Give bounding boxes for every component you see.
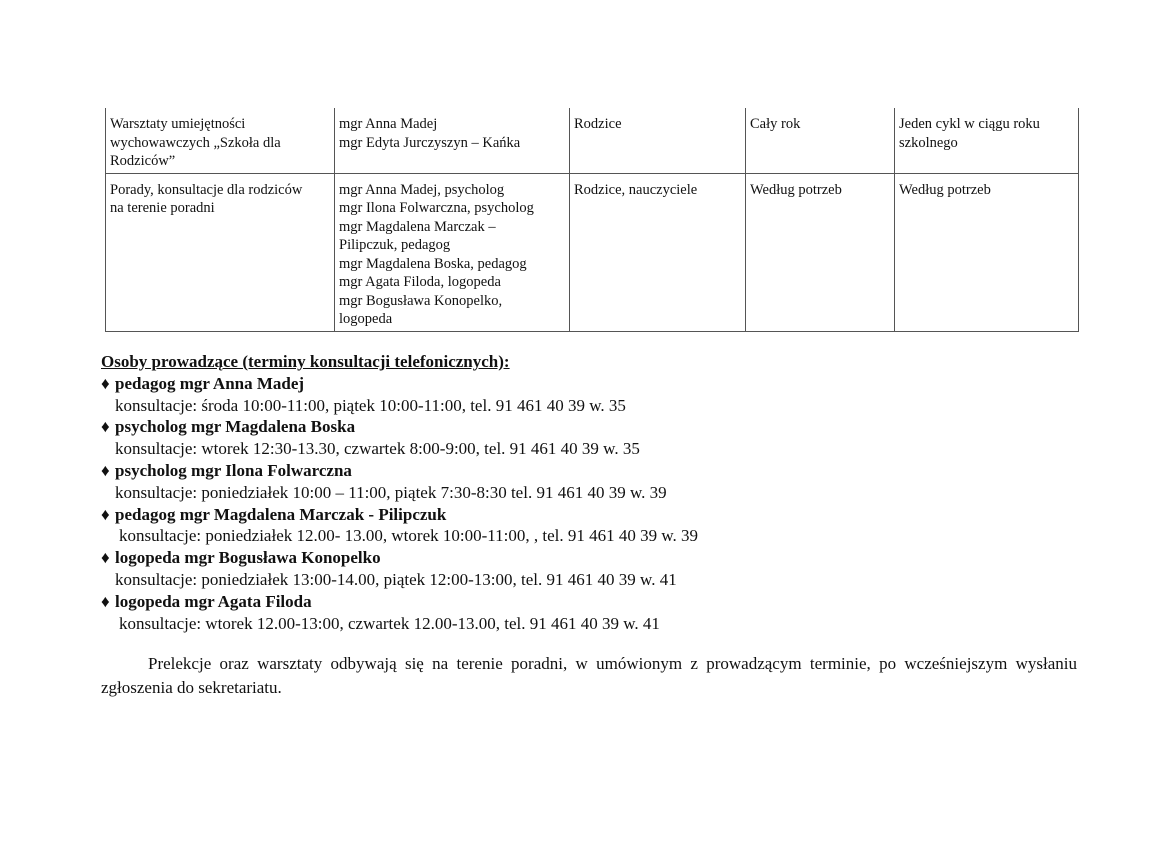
contact-hours: konsultacje: poniedziałek 10:00 – 11:00, piątek 7:30-8:30 tel. 91 461 40 39 w. 39 <box>115 482 667 502</box>
cell-line: mgr Bogusława Konopelko, <box>339 292 503 309</box>
contact-hours: konsultacje: wtorek 12:30-13.30, czwartek 8:00-9:00, tel. 91 461 40 39 w. 35 <box>115 439 640 459</box>
cell-line: mgr Agata Filoda, logopeda <box>339 274 501 290</box>
contact-name: psycholog mgr Magdalena Boska <box>115 417 356 437</box>
contact-hours: konsultacje: poniedziałek 13:00-14.00, piątek 12:00-13:00, tel. 91 461 40 39 w. 41 <box>115 569 677 589</box>
contact-person <box>101 460 1081 504</box>
contact-hours: konsultacje: wtorek 12.00-13:00, czwartek 12.00-13.00, tel. 91 461 40 39 w. 41 <box>119 613 660 633</box>
cell-line: Rodzice <box>574 116 622 132</box>
contact-person-name <box>101 504 1081 526</box>
contact-hours: konsultacje: poniedziałek 12.00- 13.00, wtorek 10:00-11:00, , tel. 91 461 40 39 w. 39 <box>119 526 699 546</box>
closing-paragraph: Prelekcje oraz warsztaty odbywają się na terenie poradni, w umówionym z prowadzącym terminie, po wcześniejszym wysłaniu zgłoszenia do sekretariatu. <box>101 654 1077 697</box>
table-cell-leaders <box>335 108 570 173</box>
cell-line: szkolnego <box>899 134 958 151</box>
diamond-bullet-icon: ♦ <box>101 373 110 393</box>
cell-line: Jeden cykl w ciągu roku <box>899 116 1040 132</box>
cell-line: Cały rok <box>750 116 801 132</box>
table-row <box>106 108 1079 173</box>
contact-name: logopeda mgr Agata Filoda <box>115 591 312 611</box>
contact-person <box>101 373 1081 417</box>
cell-line: mgr Magdalena Marczak – <box>339 218 496 235</box>
table-cell-activity <box>106 108 335 173</box>
table-cell-frequency <box>895 173 1079 331</box>
diamond-bullet-icon: ♦ <box>101 460 110 480</box>
cell-line: logopeda <box>339 311 393 327</box>
cell-line: na terenie poradni <box>110 200 215 216</box>
cell-line: mgr Anna Madej <box>339 116 438 132</box>
contact-name: psycholog mgr Ilona Folwarczna <box>115 460 352 480</box>
activities-table <box>105 108 1079 332</box>
table-cell-activity <box>106 173 335 331</box>
cell-line: Porady, konsultacje dla rodziców <box>110 181 303 198</box>
contact-person-name <box>101 460 1081 482</box>
contact-person <box>101 591 1081 635</box>
cell-line: mgr Edyta Jurczyszyn – Kańka <box>339 134 521 151</box>
contact-person-name <box>101 547 1081 569</box>
cell-line: Według potrzeb <box>899 181 991 198</box>
contact-person <box>101 504 1081 548</box>
cell-line: Pilipczuk, pedagog <box>339 237 451 253</box>
contact-person-name <box>101 416 1081 438</box>
cell-line: Rodzice, nauczyciele <box>574 181 698 198</box>
contact-person <box>101 416 1081 460</box>
table-cell-leaders <box>335 173 570 331</box>
cell-line: Według potrzeb <box>750 181 842 198</box>
diamond-bullet-icon: ♦ <box>101 548 110 568</box>
table-cell-audience <box>570 173 746 331</box>
contact-person-name <box>101 373 1081 395</box>
diamond-bullet-icon: ♦ <box>101 504 110 524</box>
table-cell-frequency <box>895 108 1079 173</box>
table-cell-period <box>746 108 895 173</box>
cell-line: mgr Magdalena Boska, pedagog <box>339 255 527 272</box>
contact-name: logopeda mgr Bogusława Konopelko <box>115 548 381 568</box>
contact-hours: konsultacje: środa 10:00-11:00, piątek 10:00-11:00, tel. 91 461 40 39 w. 35 <box>115 395 626 415</box>
table-cell-audience <box>570 108 746 173</box>
table-row <box>106 173 1079 331</box>
cell-line: Rodziców” <box>110 153 176 169</box>
contact-name: pedagog mgr Anna Madej <box>115 373 305 393</box>
contact-person <box>101 547 1081 591</box>
contacts-heading: Osoby prowadzące (terminy konsultacji telefonicznych): <box>101 352 510 371</box>
cell-line: mgr Ilona Folwarczna, psycholog <box>339 200 534 216</box>
diamond-bullet-icon: ♦ <box>101 417 110 437</box>
contact-name: pedagog mgr Magdalena Marczak - Pilipczuk <box>115 504 447 524</box>
cell-line: mgr Anna Madej, psycholog <box>339 181 505 198</box>
diamond-bullet-icon: ♦ <box>101 591 110 611</box>
cell-line: wychowawczych „Szkoła dla <box>110 134 281 151</box>
cell-line: Warsztaty umiejętności <box>110 116 246 132</box>
table-cell-period <box>746 173 895 331</box>
contact-person-name <box>101 591 1081 613</box>
contacts-section <box>101 351 1081 634</box>
